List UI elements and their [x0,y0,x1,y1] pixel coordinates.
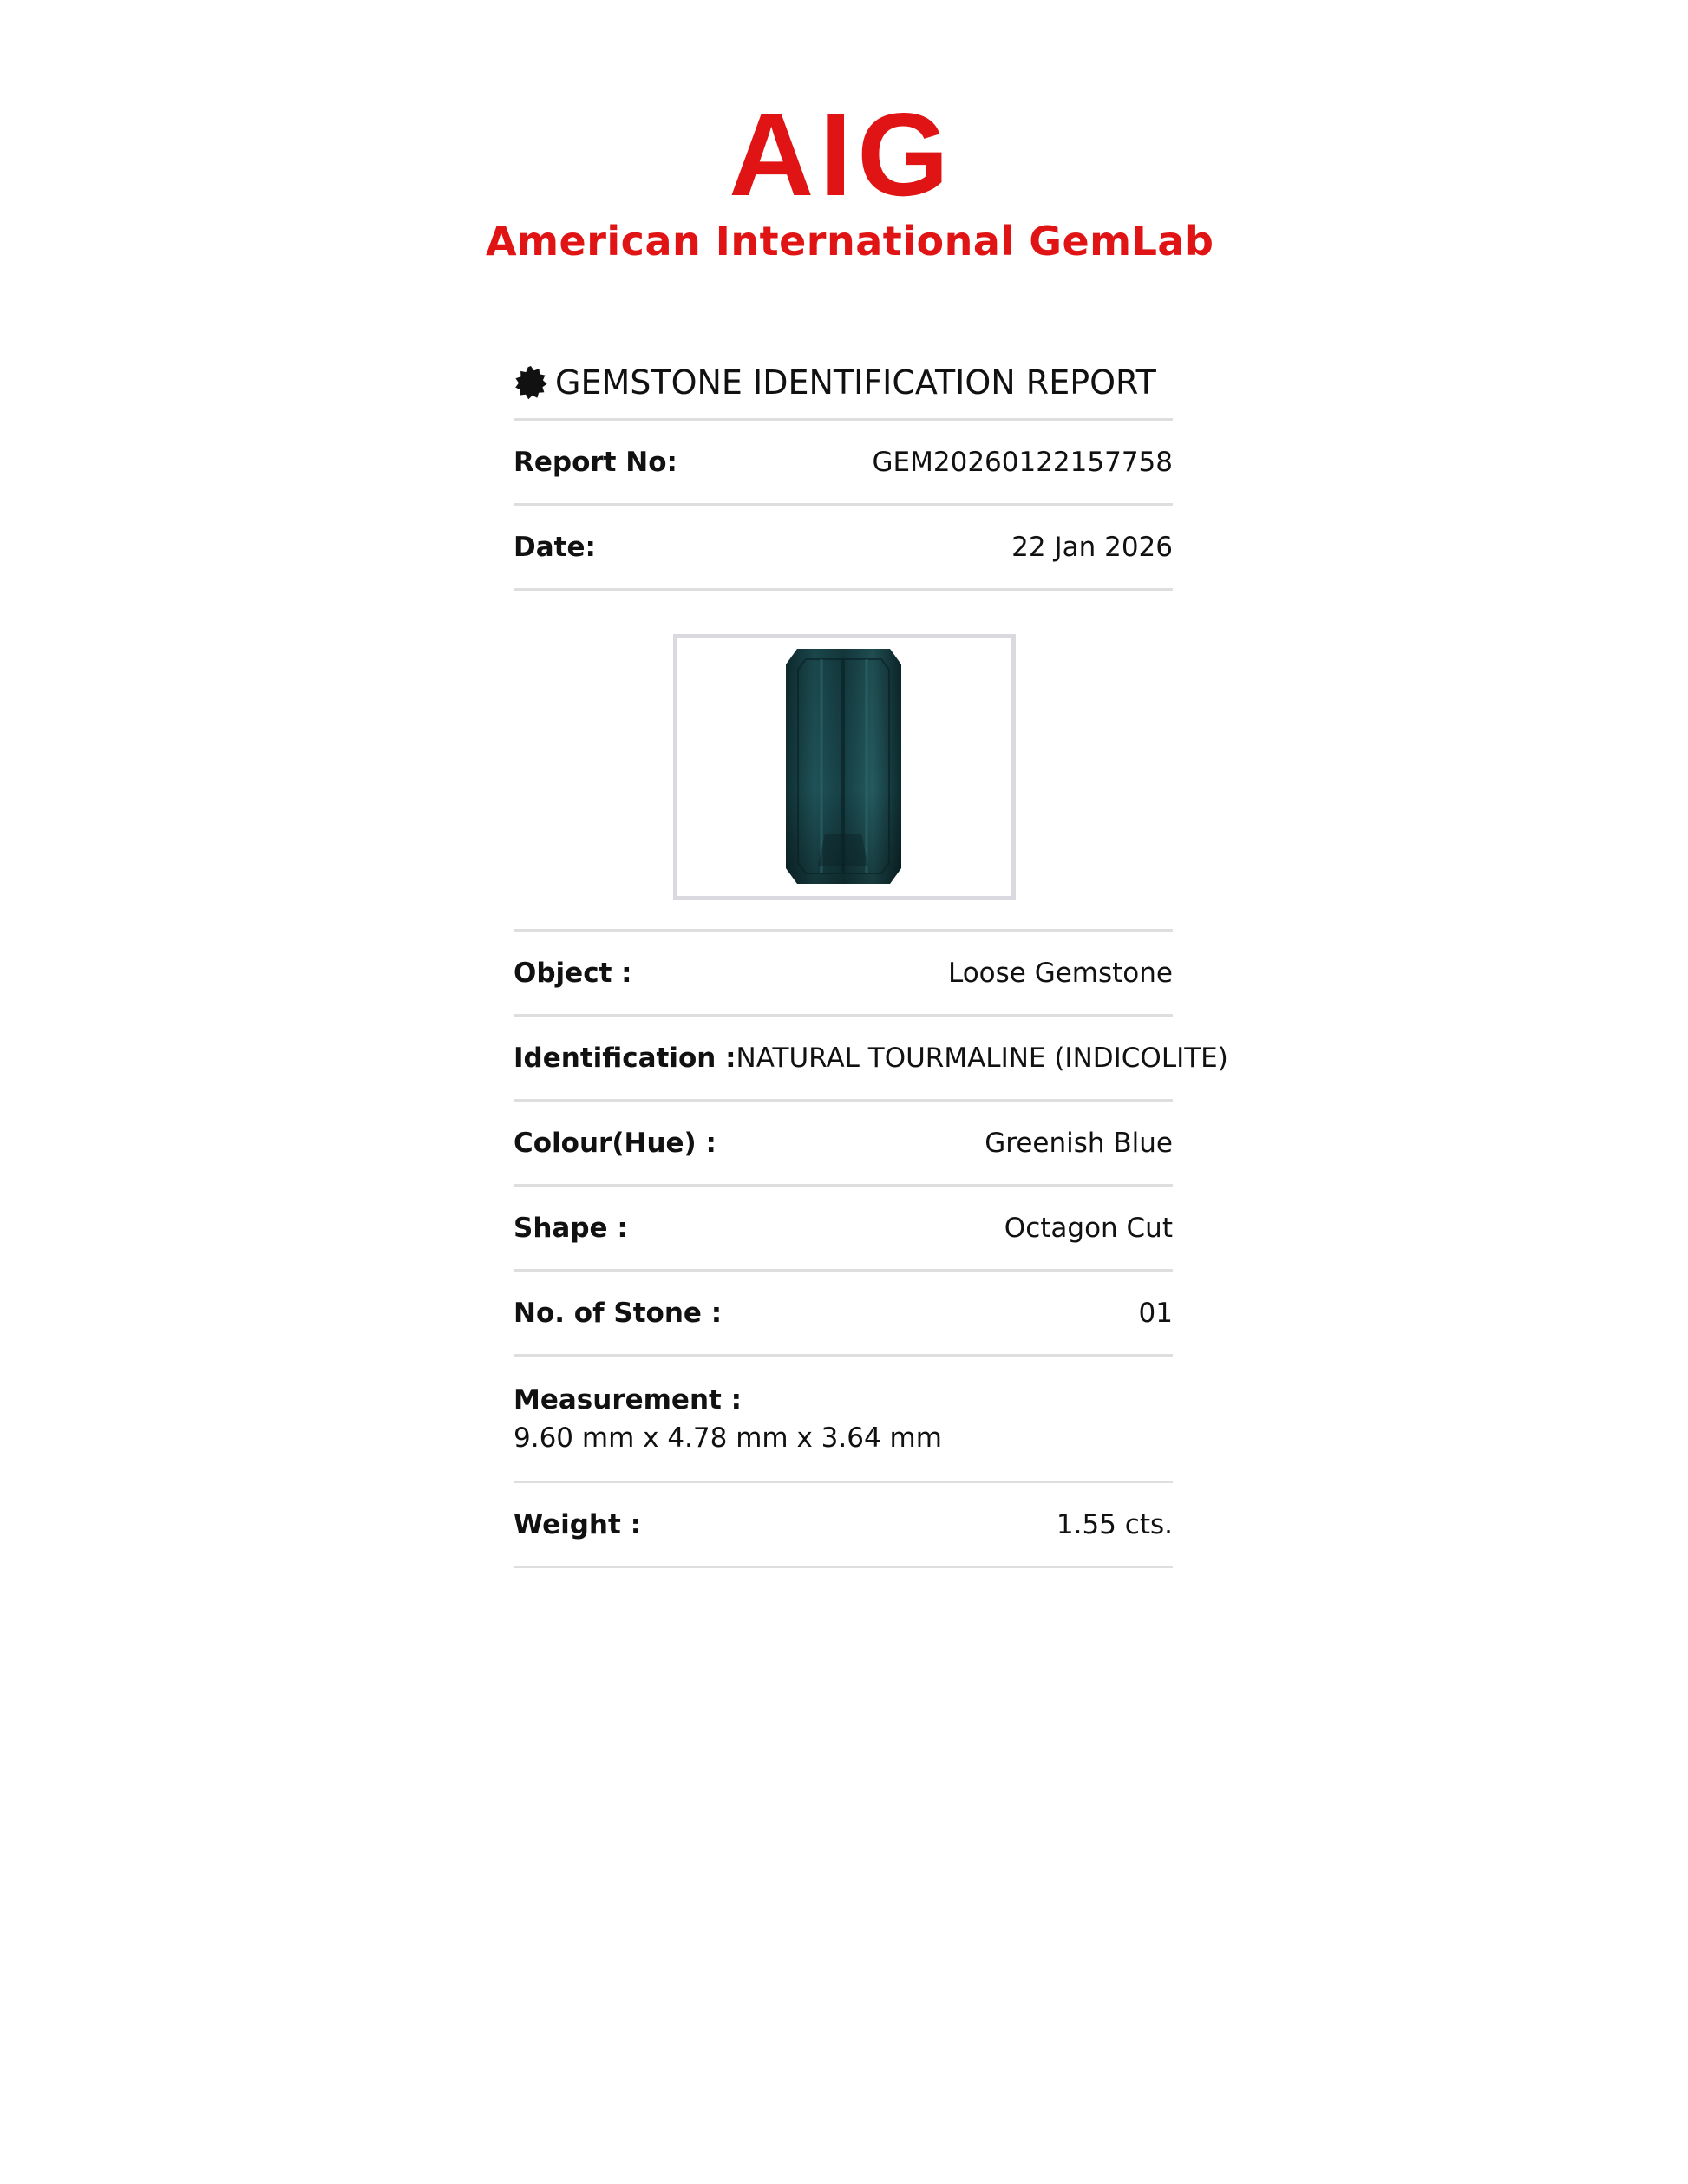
gemstone-icon [677,638,1011,896]
gem-image-row [514,591,1173,932]
colour-row [514,1102,1173,1187]
object-value: Loose Gemstone [947,957,1173,989]
report-title [514,347,1173,421]
stone-count-row [514,1272,1173,1357]
stone-count-label: No. of Stone : [514,1297,723,1329]
measurement-value: 9.60 mm x 4.78 mm x 3.64 mm [514,1422,942,1454]
report-number-value: GEM20260122157758 [872,446,1173,478]
report-title-text: GEMSTONE IDENTIFICATION REPORT [555,363,1156,402]
colour-label: Colour(Hue) : [514,1127,716,1159]
identification-row [514,1017,1228,1102]
stone-count-value: 01 [1138,1297,1173,1329]
identification-label: Identification : [514,1042,736,1074]
object-row [514,932,1173,1017]
shape-label: Shape : [514,1212,628,1244]
date-value: 22 Jan 2026 [1011,531,1173,563]
gemstone-photo [673,634,1016,900]
date-row [514,506,1173,591]
weight-value: 1.55 cts. [1056,1508,1173,1540]
report-details [514,347,1228,1568]
colour-value: Greenish Blue [985,1127,1173,1159]
report-number-label: Report No: [514,446,677,478]
logo-mark: AIG [729,88,954,220]
aig-logo [486,88,1214,267]
object-label: Object : [514,957,632,989]
weight-label: Weight : [514,1508,642,1540]
identification-value: NATURAL TOURMALINE (INDICOLITE) [736,1042,1228,1074]
shape-row [514,1187,1173,1272]
measurement-row [514,1357,1173,1483]
weight-row [514,1483,1173,1568]
shape-value: Octagon Cut [1004,1212,1173,1244]
date-label: Date: [514,531,596,563]
report-number-row [514,421,1173,506]
measurement-label: Measurement : [514,1383,743,1416]
logo-company-name: American International GemLab [486,218,1214,265]
badge-icon [514,365,548,400]
